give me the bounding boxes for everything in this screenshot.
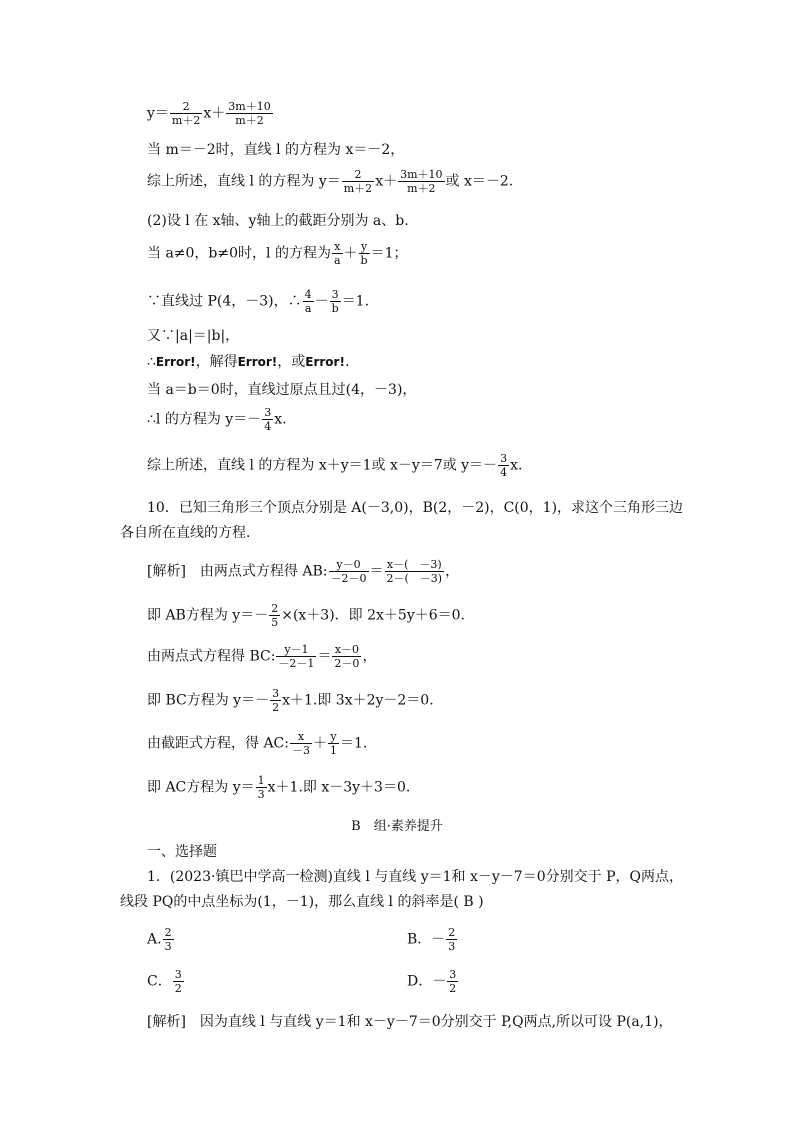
option-c: C． $\frac{3}{2}$ — [147, 968, 182, 995]
eq-line-10: ∴l 的方程为 y＝－ $\frac{3}{4}$ x. — [147, 406, 287, 433]
text-line-4: (2)设 l 在 x轴、y轴上的截距分别为 a、b. — [147, 213, 409, 229]
eq-line-5: 当 a≠0，b≠0时，l 的方程为 $\frac{x}{a}$ ＋ $\frac{y}{b}$ ＝1； — [147, 240, 408, 267]
text-line-7: 又∵|a|＝|b|， — [147, 328, 240, 344]
solution-line-5: 由截距式方程，得 AC: $\frac{x}{-3}$ ＋ $\frac{y}{1}$ ＝1. — [147, 730, 368, 757]
section-heading: 一、选择题 — [147, 844, 217, 860]
question-1-line-2: 线段 PQ的中点坐标为(1，－1)，那么直线 l 的斜率是( B ) — [120, 894, 484, 910]
option-d: D．－ $\frac{3}{2}$ — [407, 968, 457, 995]
solution-line-2: 即 AB方程为 y＝－ $\frac{2}{5}$ ×(x＋3)．即 2x＋5y＋6＝0. — [147, 602, 466, 629]
question-10-line-1: 10．已知三角形三个顶点分别是 A(－3,0)，B(2，－2)，C(0，1)，求这个三角形三边 — [147, 500, 684, 516]
analysis-line: [解析] 因为直线 l 与直线 y＝1和 x－y－7＝0分别交于 P,Q两点,所以可设 P(a,1)， — [147, 1014, 673, 1030]
question-10-line-2: 各自所在直线的方程． — [120, 525, 260, 541]
solution-line-1: [解析] 由两点式方程得 AB: $\frac{y-0}{-2-0}$ ＝ $\frac{x-( -3)}{2-( -3)}$ ， — [147, 558, 460, 585]
group-heading: B 组·素养提升 — [351, 819, 443, 834]
solution-line-3: 由两点式方程得 BC: $\frac{y-1}{-2-1}$ ＝ $\frac{x-0}{2-0}$ ， — [147, 643, 377, 670]
text-line-9: 当 a＝b＝0时，直线过原点且过(4，－3)， — [147, 382, 417, 398]
eq-line-11: 综上所述，直线 l 的方程为 x＋y＝1或 x－y＝7或 y＝－ $\frac{3}{4}$ x. — [147, 452, 523, 479]
option-a: A. $\frac{2}{3}$ — [147, 926, 172, 953]
solution-line-6: 即 AC方程为 y＝ $\frac{1}{3}$ x＋1.即 x－3y＋3＝0. — [147, 774, 411, 801]
text-line-8: ∴Error!，解得Error!，或Error!. — [147, 354, 350, 370]
question-1-line-1: 1．(2023·镇巴中学高一检测)直线 l 与直线 y＝1和 x－y－7＝0分别交于 P，Q两点， — [147, 869, 683, 885]
eq-line-6: ∵直线过 P(4，－3)，∴ $\frac{4}{a}$ － $\frac{3}{b}$ ＝1. — [147, 288, 370, 315]
text-line-2: 当 m＝－2时，直线 l 的方程为 x＝－2， — [147, 142, 405, 158]
eq-line-3: 综上所述，直线 l 的方程为 y＝ $\frac{2}{m+2}$ x＋ $\frac{3m+10}{m+2}$ 或 x＝－2. — [147, 168, 514, 195]
option-b: B．－ $\frac{2}{3}$ — [407, 926, 456, 953]
eq-line-1: y＝ $\frac{2}{m+2}$ x＋ $\frac{3m+10}{m+2}$ — [147, 100, 271, 127]
solution-line-4: 即 BC方程为 y＝－ $\frac{3}{2}$ x＋1.即 3x＋2y－2＝0. — [147, 687, 434, 714]
